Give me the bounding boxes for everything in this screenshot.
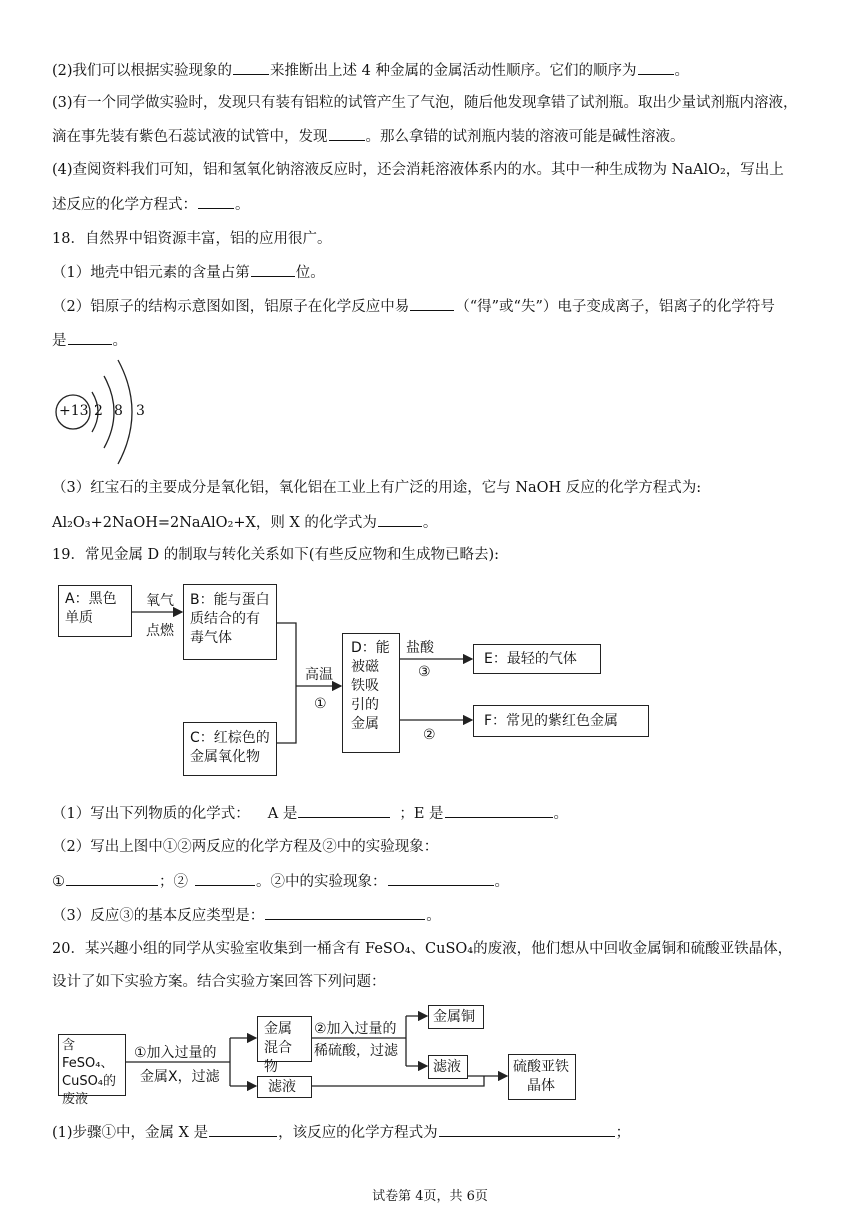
q17-part3-line2: 滴在事先装有紫色石蕊试液的试管中，发现 。那么拿错的试剂瓶内装的溶液可能是碱性溶液。 bbox=[52, 126, 685, 147]
box-c: C：红棕色的 金属氧化物 bbox=[183, 722, 277, 776]
answer-blank[interactable] bbox=[233, 60, 269, 75]
box-b: B：能与蛋白 质结合的有 毒气体 bbox=[183, 584, 277, 660]
label-step2-line1: ②加入过量的 bbox=[314, 1021, 397, 1037]
answer-blank[interactable] bbox=[68, 330, 112, 345]
shell3-electrons: 3 bbox=[136, 403, 145, 419]
box-filtrate-top: 滤液 bbox=[428, 1055, 468, 1079]
label-oxygen: 氧气 bbox=[146, 593, 174, 609]
answer-blank[interactable] bbox=[198, 194, 234, 209]
q18-part2-line2: 是 。 bbox=[52, 330, 127, 351]
q18-part2-line1: （2）铝原子的结构示意图如图，铝原子在化学反应中易 （“得”或“失”）电子变成离子，铝离子的化学符号 bbox=[52, 296, 775, 317]
shell2-electrons: 8 bbox=[114, 403, 123, 419]
q19-title: 19．常见金属 D 的制取与转化关系如下(有些反应物和生成物已略去): bbox=[52, 547, 499, 563]
q18-part1: （1）地壳中铝元素的含量占第 位。 bbox=[52, 262, 325, 283]
page-footer: 试卷第 4页，共 6页 bbox=[372, 1189, 488, 1204]
shell1-electrons: 2 bbox=[94, 403, 103, 419]
answer-blank[interactable] bbox=[195, 871, 255, 886]
box-a: A：黑色 单质 bbox=[58, 585, 132, 637]
q20-title-line1: 20．某兴趣小组的同学从实验室收集到一桶含有 FeSO₄、CuSO₄的废液，他们想从中回收金属铜和硫酸亚铁晶体， bbox=[52, 941, 793, 957]
q17-part3-line1: (3)有一个同学做实验时，发现只有装有铝粒的试管产生了气泡，随后他发现拿错了试剂瓶。取出少量试剂瓶内溶液， bbox=[52, 95, 798, 111]
answer-blank[interactable] bbox=[298, 803, 390, 818]
answer-blank[interactable] bbox=[445, 803, 553, 818]
q19-part3: （3）反应③的基本反应类型是： 。 bbox=[52, 905, 441, 926]
answer-blank[interactable] bbox=[388, 871, 494, 886]
label-high-temp: 高温 bbox=[305, 667, 333, 683]
label-step1-line1: ①加入过量的 bbox=[134, 1045, 217, 1061]
answer-blank[interactable] bbox=[66, 871, 158, 886]
q18-part3-line1: （3）红宝石的主要成分是氧化铝，氧化铝在工业上有广泛的用途，它与 NaOH 反应的化学方程式为: bbox=[52, 480, 702, 496]
box-ferrous-sulfate-crystal: 硫酸亚铁 晶体 bbox=[508, 1054, 576, 1100]
q17-part4-line2: 述反应的化学方程式： 。 bbox=[52, 194, 250, 215]
box-waste: 含FeSO₄、 CuSO₄的 废液 bbox=[58, 1034, 126, 1096]
answer-blank[interactable] bbox=[410, 296, 454, 311]
q19-part2-answers: ① ；② 。②中的实验现象： 。 bbox=[52, 871, 509, 892]
label-reaction-1: ① bbox=[314, 696, 327, 712]
box-e: E：最轻的气体 bbox=[473, 644, 601, 674]
box-f: F：常见的紫红色金属 bbox=[473, 705, 649, 737]
q17-part2: (2)我们可以根据实验现象的 来推断出上述 4 种金属的金属活动性顺序。它们的顺序为 。 bbox=[52, 60, 689, 81]
box-d: D：能 被磁 铁吸 引的 金属 bbox=[342, 633, 400, 753]
nucleus-charge: +13 bbox=[59, 403, 89, 419]
electron-shell-2 bbox=[104, 376, 114, 448]
label-reaction-3: ③ bbox=[418, 664, 431, 680]
answer-blank[interactable] bbox=[209, 1122, 277, 1137]
q20-part1: (1)步骤①中，金属 X 是 ，该反应的化学方程式为 ； bbox=[52, 1122, 630, 1143]
label-reaction-2: ② bbox=[423, 727, 436, 743]
q19-part2: （2）写出上图中①②两反应的化学方程及②中的实验现象： bbox=[52, 839, 439, 855]
answer-blank[interactable] bbox=[378, 512, 422, 527]
q19-part1: （1）写出下列物质的化学式： A 是 ；E 是 。 bbox=[52, 803, 568, 824]
label-hcl: 盐酸 bbox=[406, 640, 434, 656]
answer-blank[interactable] bbox=[439, 1122, 615, 1137]
box-copper: 金属铜 bbox=[428, 1005, 484, 1029]
q18-part3-line2: Al₂O₃+2NaOH=2NaAlO₂+X，则 X 的化学式为 。 bbox=[52, 512, 437, 533]
bracket-b-c bbox=[276, 623, 296, 743]
answer-blank[interactable] bbox=[638, 60, 674, 75]
q20-title-line2: 设计了如下实验方案。结合实验方案回答下列问题： bbox=[52, 974, 386, 990]
answer-blank[interactable] bbox=[265, 905, 425, 920]
q17-part4-line1: (4)查阅资料我们可知，铝和氢氧化钠溶液反应时，还会消耗溶液体系内的水。其中一种生成物为 NaAlO₂，写出上 bbox=[52, 162, 784, 178]
box-filtrate-bottom: 滤液 bbox=[257, 1076, 312, 1098]
label-ignite: 点燃 bbox=[146, 623, 174, 639]
q18-title: 18．自然界中铝资源丰富，铝的应用很广。 bbox=[52, 231, 332, 247]
label-step1-line2: 金属X，过滤 bbox=[140, 1069, 220, 1085]
answer-blank[interactable] bbox=[329, 126, 365, 141]
label-step2-line2: 稀硫酸，过滤 bbox=[314, 1043, 398, 1059]
answer-blank[interactable] bbox=[251, 262, 295, 277]
box-mixed-metals: 金属 混合物 bbox=[257, 1016, 312, 1062]
